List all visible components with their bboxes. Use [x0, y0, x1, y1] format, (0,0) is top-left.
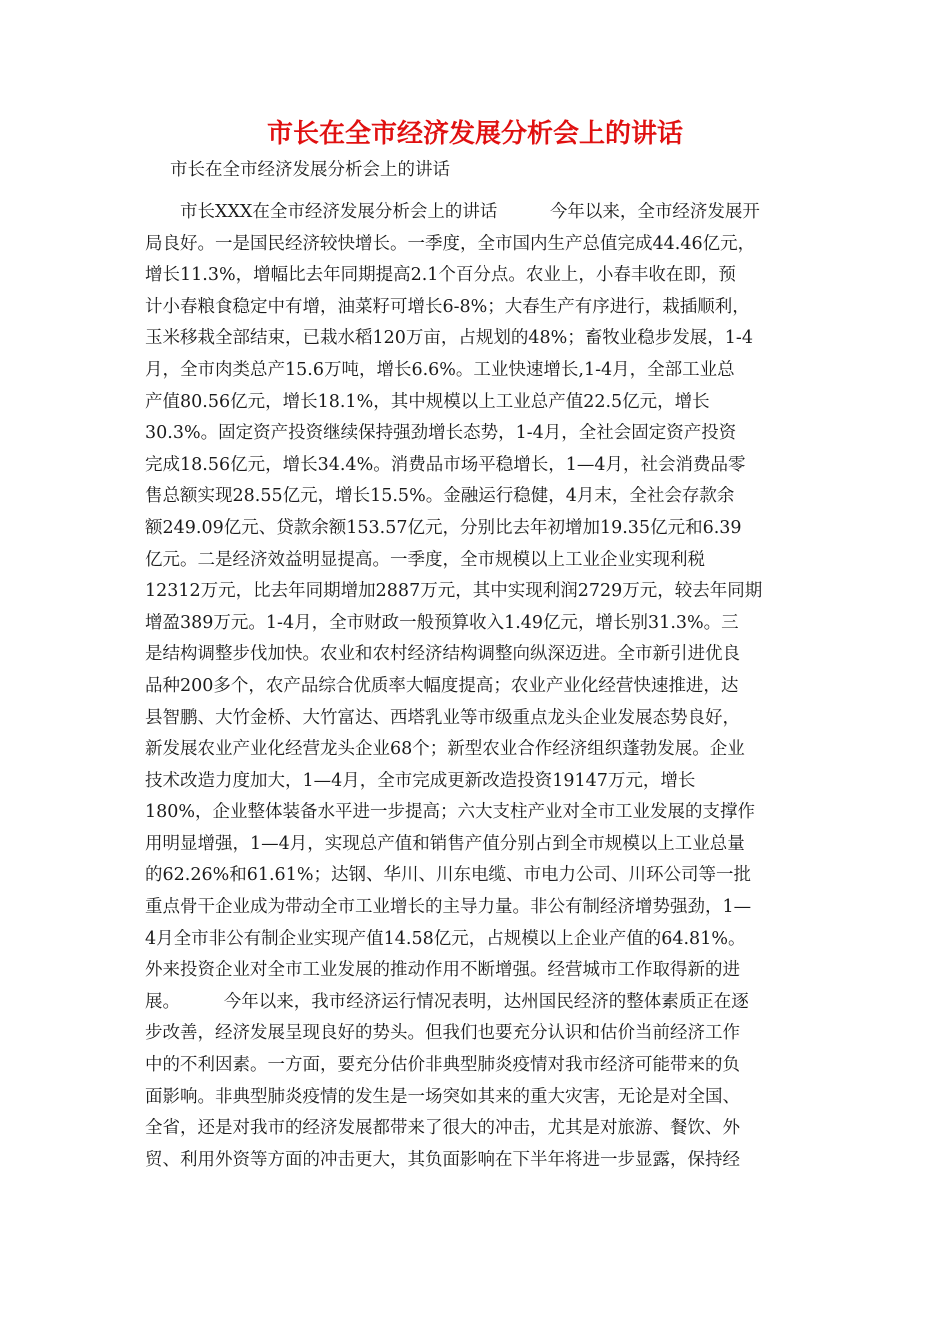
body-line: 12312万元，比去年同期增加2887万元，其中实现利润2729万元，较去年同期 — [145, 581, 763, 602]
body-line: 重点骨干企业成为带动全市工业增长的主导力量。非公有制经济增势强劲，1— — [145, 897, 752, 918]
body-line: 增盈389万元。1-4月，全市财政一般预算收入1.49亿元，增长别31.3%。三 — [145, 612, 739, 633]
body-line: 品种200多个，农产品综合优质率大幅度提高；农业产业化经营快速推进，达 — [145, 675, 739, 696]
document-title: 市长在全市经济发展分析会上的讲话 — [266, 119, 683, 149]
body-line: 亿元。二是经济效益明显提高。一季度，全市规模以上工业企业实现利税 — [145, 549, 705, 570]
body-line: 面影响。非典型肺炎疫情的发生是一场突如其来的重大灾害，无论是对全国、 — [145, 1086, 740, 1107]
body-line: 计小春粮食稳定中有增，油菜籽可增长6-8%；大春生产有序进行，栽插顺利， — [145, 296, 750, 317]
body-line: 玉米移栽全部结束，已栽水稻120万亩，占规划的48%；畜牧业稳步发展，1-4 — [145, 328, 753, 349]
body-line: 全省，还是对我市的经济发展都带来了很大的冲击，尤其是对旅游、餐饮、外 — [145, 1118, 740, 1139]
document-body — [145, 197, 825, 1176]
body-line: 月，全市肉类总产15.6万吨，增长6.6%。工业快速增长,1-4月，全部工业总 — [145, 359, 735, 380]
document-subtitle: 市长在全市经济发展分析会上的讲话 — [170, 160, 450, 180]
body-line: 展。 今年以来，我市经济运行情况表明，达州国民经济的整体素质正在逐 — [145, 991, 749, 1012]
body-line: 售总额实现28.55亿元，增长15.5%。金融运行稳健，4月末，全社会存款余 — [145, 486, 735, 507]
body-line: 额249.09亿元、贷款余额153.57亿元，分别比去年初增加19.35亿元和6.39 — [145, 517, 742, 538]
body-line: 30.3%。固定资产投资继续保持强劲增长态势，1-4月，全社会固定资产投资 — [145, 423, 737, 444]
body-line: 是结构调整步伐加快。农业和农村经济结构调整向纵深迈进。全市新引进优良 — [145, 644, 740, 665]
body-line: 中的不利因素。一方面，要充分估价非典型肺炎疫情对我市经济可能带来的负 — [145, 1055, 740, 1076]
body-line: 完成18.56亿元，增长34.4%。消费品市场平稳增长，1—4月，社会消费品零 — [145, 454, 746, 475]
body-line: 用明显增强，1—4月，实现总产值和销售产值分别占到全市规模以上工业总量 — [145, 833, 745, 854]
body-line: 的62.26%和61.61%；达钢、华川、川东电缆、市电力公司、川环公司等一批 — [145, 865, 751, 886]
body-line: 增长11.3%，增幅比去年同期提高2.1个百分点。农业上，小春丰收在即，预 — [145, 265, 736, 286]
body-line: 新发展农业产业化经营龙头企业68个；新型农业合作经济组织蓬勃发展。企业 — [145, 739, 745, 760]
body-line: 180%，企业整体装备水平进一步提高；六大支柱产业对全市工业发展的支撑作 — [145, 802, 756, 823]
body-line: 4月全市非公有制企业实现产值14.58亿元，占规模以上企业产值的64.81%。 — [145, 928, 746, 949]
body-line: 市长XXX在全市经济发展分析会上的讲话 今年以来，全市经济发展开 — [145, 202, 760, 222]
body-line: 技术改造力度加大，1—4月，全市完成更新改造投资19147万元，增长 — [145, 770, 696, 791]
body-line: 贸、利用外资等方面的冲击更大，其负面影响在下半年将进一步显露，保持经 — [145, 1149, 740, 1170]
body-line: 局良好。一是国民经济较快增长。一季度，全市国内生产总值完成44.46亿元， — [145, 233, 756, 254]
body-line: 外来投资企业对全市工业发展的推动作用不断增强。经营城市工作取得新的进 — [145, 960, 740, 981]
body-line: 县智鹏、大竹金桥、大竹富达、西塔乳业等市级重点龙头企业发展态势良好， — [145, 707, 740, 728]
body-line: 产值80.56亿元，增长18.1%，其中规模以上工业总产值22.5亿元，增长 — [145, 391, 710, 412]
body-line: 步改善，经济发展呈现良好的势头。但我们也要充分认识和估价当前经济工作 — [145, 1023, 740, 1044]
